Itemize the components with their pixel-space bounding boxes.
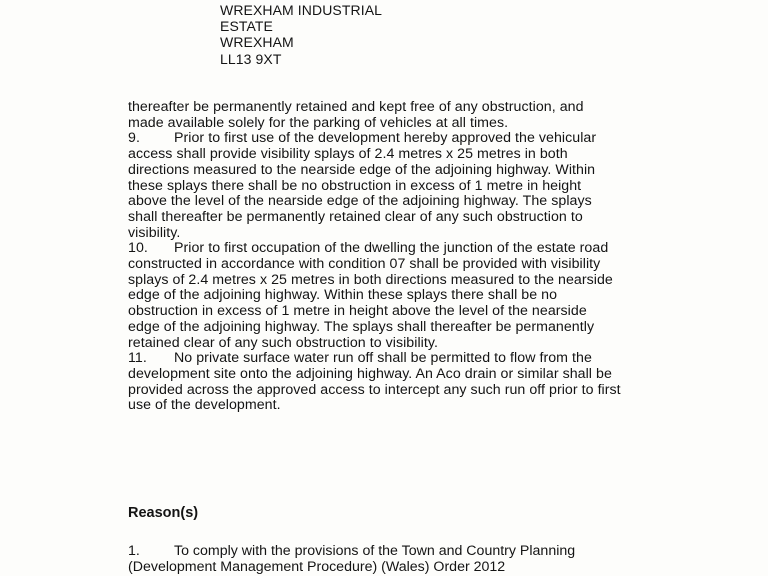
conditions-section [128,100,688,414]
condition-text: No private surface water run off shall be permitted to flow from the [174,350,592,367]
condition-line: visibility. [128,224,181,241]
condition-line: constructed in accordance with condition 07 shall be provided with visibility [128,256,601,273]
reason-line: (Development Management Procedure) (Wales) Order 2012 [128,559,506,575]
condition-line: use of the development. [128,397,281,414]
condition-number: 11. [128,350,147,367]
condition-number: 9. [128,130,140,147]
condition-first-line [128,131,688,147]
reason-number: 1. [128,543,140,559]
condition-first-line [128,351,688,367]
condition-line: above the level of the nearside edge of the adjoining highway. The splays [128,193,592,210]
condition-line: obstruction in excess of 1 metre in height above the level of the nearside [128,303,587,320]
address-block [220,2,382,67]
condition-text: Prior to first occupation of the dwelling the junction of the estate road [174,240,609,257]
condition-line: provided across the approved access to intercept any such run off prior to first [128,381,621,398]
condition-8-continuation: thereafter be permanently retained and kept free of any obstruction, and [128,99,584,115]
condition-8-continuation: made available solely for the parking of vehicles at all times. [128,114,509,131]
condition-line: access shall provide visibility splays of 2.4 metres x 25 metres in both [128,146,568,163]
condition-11 [128,351,688,414]
condition-line: edge of the adjoining highway. The splays shall thereafter be permanently [128,318,595,335]
reason-first-line [128,543,575,559]
condition-line: edge of the adjoining highway. Within these splays there shall be no [128,287,558,304]
condition-line: shall thereafter be permanently retained clear of any such obstruction to [128,208,583,225]
reason-text: To comply with the provisions of the Town and Country Planning [174,543,576,559]
condition-line: splays of 2.4 metres x 25 metres in both directions measured to the nearside [128,271,613,288]
address-line: WREXHAM [220,34,294,51]
condition-line: these splays there shall be no obstruction in excess of 1 metre in height [128,177,582,194]
condition-line: development site onto the adjoining highway. An Aco drain or similar shall be [128,365,612,382]
address-line: ESTATE [220,18,273,35]
condition-text: Prior to first use of the development hereby approved the vehicular [174,130,597,147]
address-line: LL13 9XT [220,50,282,67]
condition-9 [128,131,688,241]
condition-number: 10. [128,240,148,257]
reasons-heading: Reason(s) [128,505,199,521]
condition-line: directions measured to the nearside edge of the adjoining highway. Within [128,161,596,178]
condition-line: retained clear of any such obstruction to visibility. [128,334,438,351]
condition-10 [128,241,688,351]
address-line: WREXHAM INDUSTRIAL [220,2,383,18]
condition-first-line [128,241,688,257]
reasons-section [128,543,575,575]
